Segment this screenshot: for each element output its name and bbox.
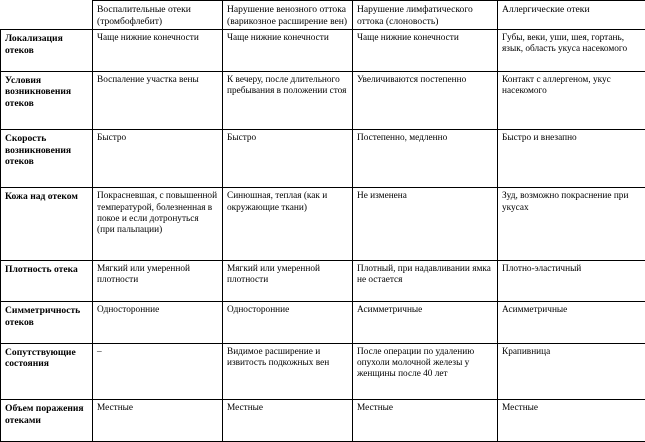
cell-speed-lymphatic: Постепенно, медленно bbox=[353, 130, 498, 188]
row-header-skin: Кожа над отеком bbox=[1, 188, 93, 261]
cell-accompanying-allergic: Крапивница bbox=[498, 343, 645, 400]
cell-symmetry-inflammatory: Односторонние bbox=[93, 301, 223, 343]
column-header-lymphatic: Нарушение лимфатического оттока (слоновость) bbox=[353, 1, 498, 30]
cell-conditions-venous: К вечеру, после длительного пребывания в положении стоя bbox=[223, 71, 353, 129]
row-header-density: Плотность отека bbox=[1, 261, 93, 302]
cell-skin-lymphatic: Не изменена bbox=[353, 188, 498, 261]
cell-density-venous: Мягкий или умеренной плотности bbox=[223, 261, 353, 302]
cell-skin-venous: Синюшная, теплая (как и окружающие ткани) bbox=[223, 188, 353, 261]
table-body bbox=[1, 30, 645, 442]
row-header-accompanying: Сопутствующие состояния bbox=[1, 343, 93, 400]
cell-density-inflammatory: Мягкий или умеренной плотности bbox=[93, 261, 223, 302]
cell-speed-inflammatory: Быстро bbox=[93, 130, 223, 188]
table-header bbox=[1, 1, 645, 30]
column-header-venous: Нарушение венозного оттока (варикозное расширение вен) bbox=[223, 1, 353, 30]
cell-conditions-inflammatory: Воспаление участка вены bbox=[93, 71, 223, 129]
cell-localization-allergic: Губы, веки, уши, шея, гортань, язык, область укуса насекомого bbox=[498, 30, 645, 72]
cell-skin-allergic: Зуд, возможно покраснение при укусах bbox=[498, 188, 645, 261]
cell-density-allergic: Плотно-эластичный bbox=[498, 261, 645, 302]
cell-extent-venous: Местные bbox=[223, 400, 353, 442]
table-row bbox=[1, 188, 645, 261]
cell-localization-venous: Чаще нижние конечности bbox=[223, 30, 353, 72]
cell-extent-lymphatic: Местные bbox=[353, 400, 498, 442]
table-header-row bbox=[1, 1, 645, 30]
cell-accompanying-inflammatory: – bbox=[93, 343, 223, 400]
table-corner-cell bbox=[1, 1, 93, 30]
cell-extent-inflammatory: Местные bbox=[93, 400, 223, 442]
cell-accompanying-venous: Видимое расширение и извитость подкожных вен bbox=[223, 343, 353, 400]
cell-symmetry-lymphatic: Асимметричные bbox=[353, 301, 498, 343]
column-header-allergic: Аллергические отеки bbox=[498, 1, 645, 30]
table-row bbox=[1, 343, 645, 400]
table-row bbox=[1, 130, 645, 188]
row-header-symmetry: Симметричность отеков bbox=[1, 301, 93, 343]
cell-localization-inflammatory: Чаще нижние конечности bbox=[93, 30, 223, 72]
cell-extent-allergic: Местные bbox=[498, 400, 645, 442]
cell-conditions-allergic: Контакт с аллергеном, укус насекомого bbox=[498, 71, 645, 129]
cell-density-lymphatic: Плотный, при надавливании ямка не остается bbox=[353, 261, 498, 302]
cell-symmetry-venous: Односторонние bbox=[223, 301, 353, 343]
table-row bbox=[1, 301, 645, 343]
cell-accompanying-lymphatic: После операции по удалению опухоли молочной железы у женщины после 40 лет bbox=[353, 343, 498, 400]
cell-skin-inflammatory: Покрасневшая, с повышенной температурой, болезненная в покое и если дотронуться (при пальпации) bbox=[93, 188, 223, 261]
row-header-localization: Локализация отеков bbox=[1, 30, 93, 72]
cell-conditions-lymphatic: Увеличиваются постепенно bbox=[353, 71, 498, 129]
row-header-conditions: Условия возникновения отеков bbox=[1, 71, 93, 129]
table-row bbox=[1, 261, 645, 302]
table-row bbox=[1, 30, 645, 72]
cell-speed-allergic: Быстро и внезапно bbox=[498, 130, 645, 188]
table-row bbox=[1, 71, 645, 129]
row-header-speed: Скорость возникновения отеков bbox=[1, 130, 93, 188]
row-header-extent: Объем поражения отеками bbox=[1, 400, 93, 442]
cell-localization-lymphatic: Чаще нижние конечности bbox=[353, 30, 498, 72]
cell-speed-venous: Быстро bbox=[223, 130, 353, 188]
table-row bbox=[1, 400, 645, 442]
column-header-inflammatory: Воспалительные отеки (тромбофлебит) bbox=[93, 1, 223, 30]
cell-symmetry-allergic: Асимметричные bbox=[498, 301, 645, 343]
